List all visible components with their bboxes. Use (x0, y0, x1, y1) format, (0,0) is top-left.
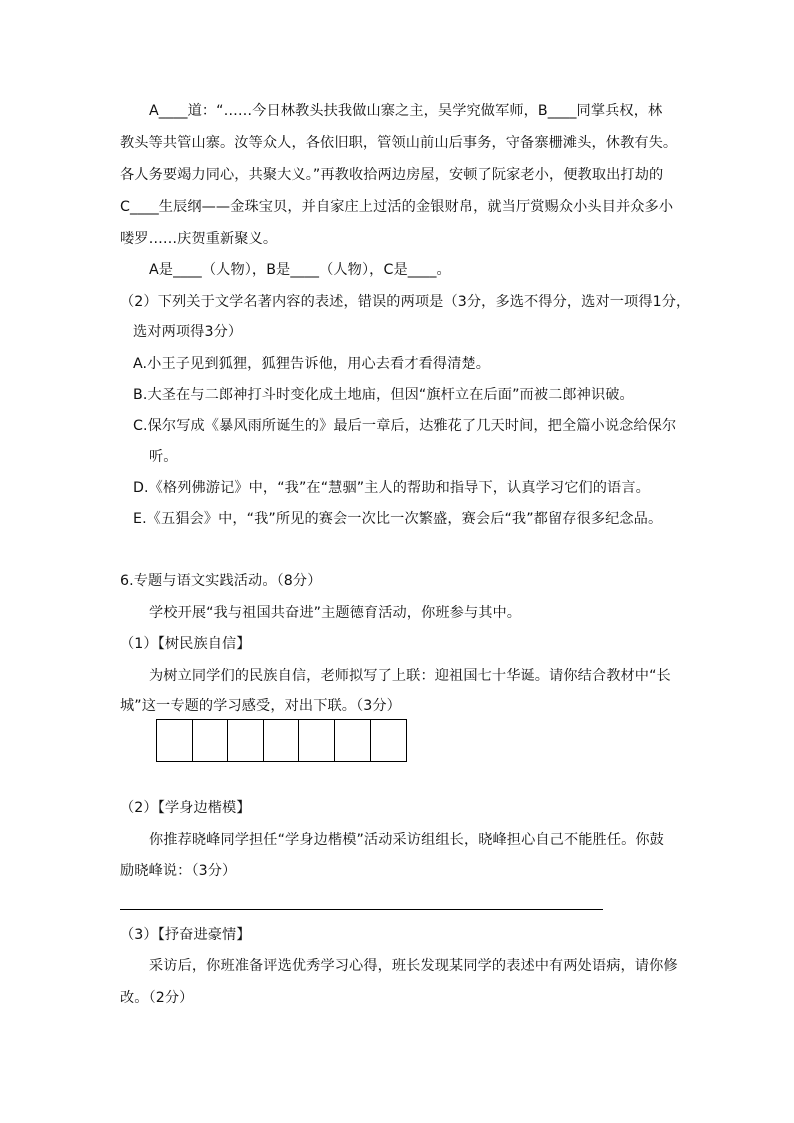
q6-part2-line-2: 励晓峰说：（3分） (120, 863, 237, 879)
q6-part2-line-1: 你推荐晓峰同学担任“学身边楷模”活动采访组组长，晓峰担心自己不能胜任。你鼓 (149, 832, 664, 848)
q2-stem-line-2: 选对两项得3分） (133, 324, 243, 340)
q2-option-d: D.《格列佛游记》中，“我”在“慧骃”主人的帮助和指导下，认真学习它们的语言。 (133, 480, 650, 496)
q2-stem-line-1: （2）下列关于文学名著内容的表述，错误的两项是（3分，多选不得分，选对一项得1分， (120, 294, 691, 310)
answer-box[interactable] (193, 720, 229, 761)
answer-box[interactable] (335, 720, 371, 761)
q6-part1-line-1: 为树立同学们的民族自信，老师拟写了上联：迎祖国七十华诞。请你结合教材中“长 (149, 668, 671, 684)
passage-line-4: C____生辰纲——金珠宝贝，并自家庄上过活的金银财帛，就当厅赏赐众小头目并众多小 (120, 199, 674, 215)
q6-intro: 学校开展“我与祖国共奋进”主题德育活动，你班参与其中。 (149, 605, 522, 621)
q2-option-c-line-1: C.保尔写成《暴风雨所诞生的》最后一章后，达雅花了几天时间，把全篇小说念给保尔 (133, 418, 677, 434)
passage-blank-line: A是____（人物），B是____（人物），C是____。 (149, 262, 451, 278)
q6-part3-line-1: 采访后，你班准备评选优秀学习心得，班长发现某同学的表述中有两处语病，请你修 (149, 958, 678, 974)
q6-part3-line-2: 改。（2分） (120, 990, 194, 1006)
answer-underline[interactable] (120, 909, 603, 910)
q2-option-b: B.大圣在与二郎神打斗时变化成土地庙，但因“旗杆立在后面”而被二郎神识破。 (133, 387, 634, 403)
passage-line-1: A____道：“……今日林教头扶我做山寨之主，吴学究做军师，B____同掌兵权，林 (149, 103, 663, 119)
answer-box[interactable] (228, 720, 264, 761)
q2-option-c-line-2: 听。 (149, 449, 178, 465)
q6-part3-heading: （3）【抒奋进豪情】 (120, 927, 251, 943)
answer-box[interactable] (157, 720, 193, 761)
q6-part1-heading: （1）【树民族自信】 (120, 636, 251, 652)
answer-box[interactable] (299, 720, 335, 761)
passage-line-3: 各人务要竭力同心，共聚大义。”再教收拾两边房屋，安顿了阮家老小，便教取出打劫的 (120, 167, 664, 183)
couplet-answer-boxes[interactable] (156, 719, 407, 762)
q6-part1-line-2: 城”这一专题的学习感受，对出下联。（3分） (120, 698, 401, 714)
answer-box[interactable] (371, 720, 407, 761)
q2-option-a: A.小王子见到狐狸，狐狸告诉他，用心去看才看得清楚。 (133, 356, 491, 372)
passage-line-2: 教头等共管山寨。汝等众人，各依旧职，管领山前山后事务，守备寨栅滩头，休教有失。 (120, 135, 678, 151)
q6-part2-heading: （2）【学身边楷模】 (120, 800, 251, 816)
passage-line-5: 喽罗……庆贺重新聚义。 (120, 231, 278, 247)
answer-box[interactable] (264, 720, 300, 761)
q6-title: 6.专题与语文实践活动。（8分） (120, 573, 322, 589)
q2-option-e: E.《五猖会》中，“我”所见的赛会一次比一次繁盛，赛会后“我”都留存很多纪念品。 (133, 511, 663, 527)
